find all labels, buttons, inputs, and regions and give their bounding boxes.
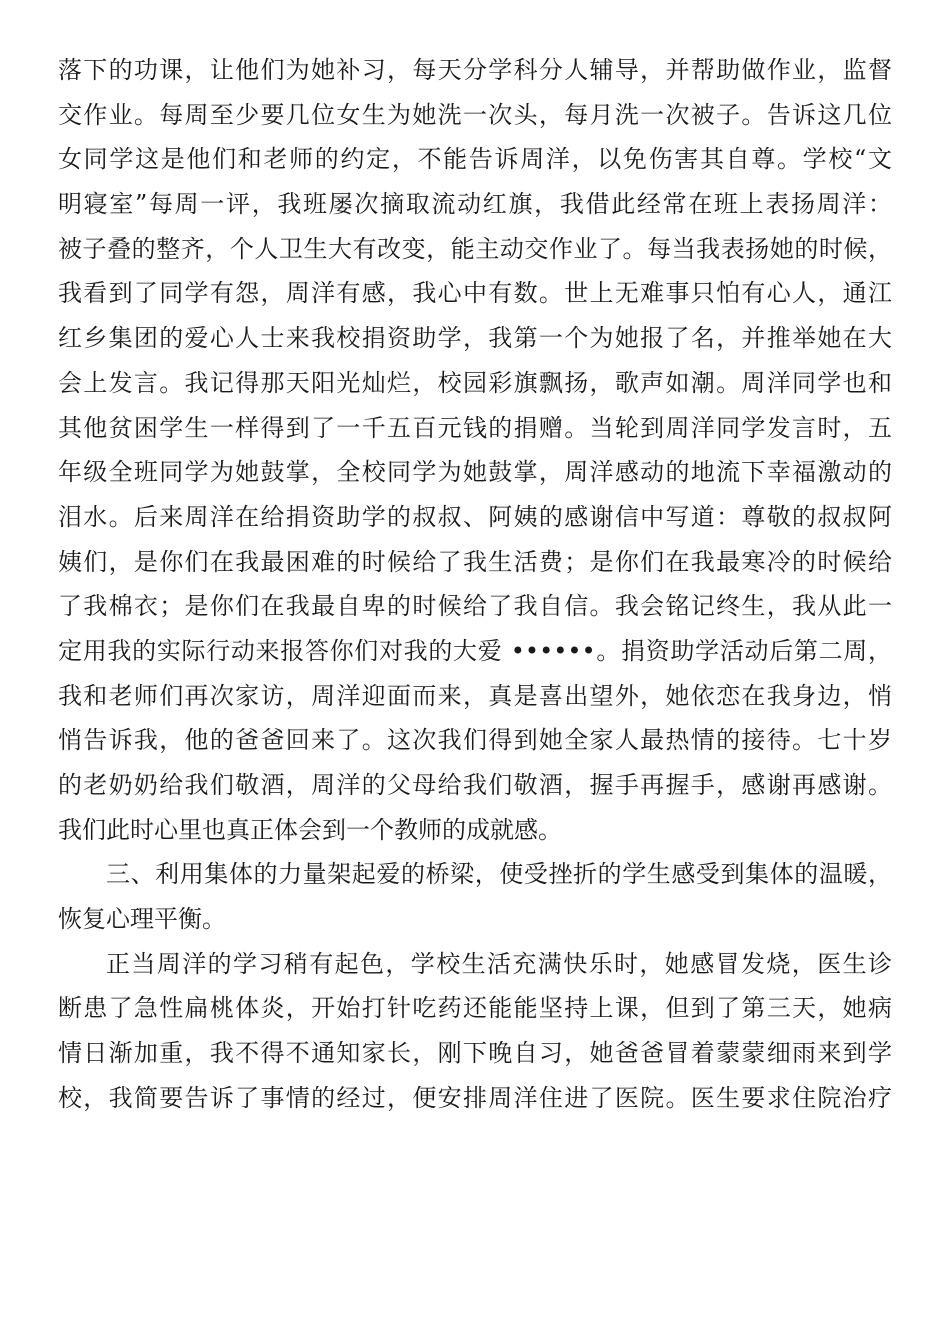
text-line: 红乡集团的爱心人士来我校捐资助学，我第一个为她报了名，并推举她在大 xyxy=(58,324,892,353)
text-line: 明寝室”每周一评，我班屡次摘取流动红旗，我借此经常在班上表扬周洋： xyxy=(58,190,892,219)
document-page xyxy=(58,48,892,1121)
text-line: 年级全班同学为她鼓掌，全校同学为她鼓掌，周洋感动的地流下幸福激动的 xyxy=(58,458,892,487)
text-line: 女同学这是他们和老师的约定，不能告诉周洋，以免伤害其自尊。学校“文 xyxy=(58,145,892,174)
text-line: 落下的功课，让他们为她补习，每天分学科分人辅导，并帮助做作业，监督 xyxy=(58,56,892,84)
section-heading-line: 恢复心理平衡。 xyxy=(58,905,226,934)
text-line: 会上发言。我记得那天阳光灿烂，校园彩旗飘扬，歌声如潮。周洋同学也和 xyxy=(58,368,892,397)
text-line: 的老奶奶给我们敬酒，周洋的父母给我们敬酒，握手再握手，感谢再感谢。 xyxy=(58,771,892,799)
text-line: 正当周洋的学习稍有起色，学校生活充满快乐时，她感冒发烧，医生诊 xyxy=(106,949,892,978)
text-line: 情日渐加重，我不得不通知家长，刚下晚自习，她爸爸冒着蒙蒙细雨来到学 xyxy=(58,1039,892,1068)
text-line: 断患了急性扁桃体炎，开始打针吃药还能能坚持上课，但到了第三天，她病 xyxy=(58,994,892,1023)
text-line: 我看到了同学有怨，周洋有感，我心中有数。世上无难事只怕有心人，通江 xyxy=(58,279,892,308)
text-line: 我们此时心里也真正体会到一个教师的成就感。 xyxy=(58,815,562,844)
section-heading-line: 三、利用集体的力量架起爱的桥梁，使受挫折的学生感受到集体的温暖， xyxy=(106,860,892,889)
text-line: 泪水。后来周洋在给捐资助学的叔叔、阿姨的感谢信中写道：尊敬的叔叔阿 xyxy=(58,502,892,531)
text-line: 被子叠的整齐，个人卫生大有改变，能主动交作业了。每当我表扬她的时候， xyxy=(58,234,892,263)
text-line: 悄告诉我，他的爸爸回来了。这次我们得到她全家人最热情的接待。七十岁 xyxy=(58,726,892,755)
text-line: 交作业。每周至少要几位女生为她洗一次头，每月洗一次被子。告诉这几位 xyxy=(58,100,892,129)
text-line: 我和老师们再次家访，周洋迎面而来，真是喜出望外，她依恋在我身边，悄 xyxy=(58,681,892,710)
text-line: 了我棉衣；是你们在我最自卑的时候给了我自信。我会铭记终生，我从此一 xyxy=(58,592,892,621)
text-line: 姨们，是你们在我最困难的时候给了我生活费；是你们在我最寒冷的时候给 xyxy=(58,547,892,576)
text-line: 其他贫困学生一样得到了一千五百元钱的捐赠。当轮到周洋同学发言时，五 xyxy=(58,413,892,442)
text-line: 定用我的实际行动来报答你们对我的大爱 ••••••。捐资助学活动后第二周， xyxy=(58,636,892,665)
text-line: 校，我简要告诉了事情的经过，便安排周洋住进了医院。医生要求住院治疗 xyxy=(58,1083,892,1112)
